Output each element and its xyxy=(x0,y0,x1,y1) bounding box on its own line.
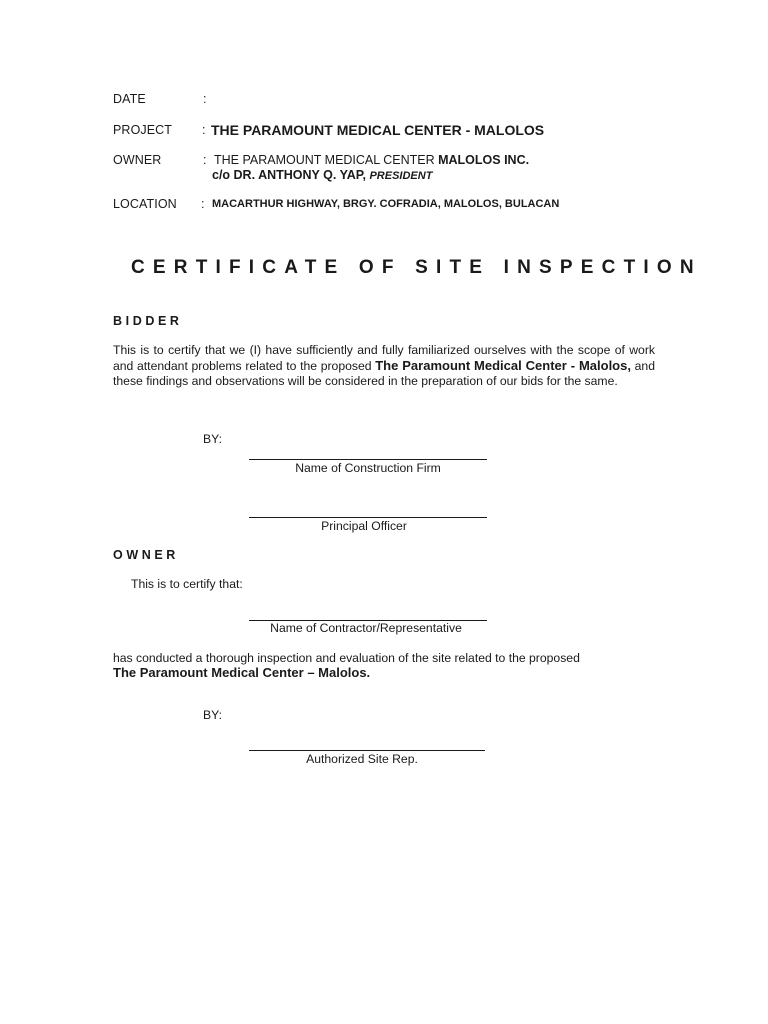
project-name: THE PARAMOUNT MEDICAL CENTER - MALOLOS xyxy=(211,122,545,138)
contractor-caption: Name of Contractor/Representative xyxy=(270,621,462,635)
location-label: LOCATION xyxy=(113,197,177,211)
owner-by-label: BY: xyxy=(203,708,222,722)
date-label: DATE xyxy=(113,92,146,106)
owner-project-name: The Paramount Medical Center – Malolos. xyxy=(113,665,371,680)
project-colon: : xyxy=(202,123,206,137)
bidder-by-label: BY: xyxy=(203,432,222,446)
principal-officer-signature-line xyxy=(249,517,487,518)
owner-heading: OWNER xyxy=(113,548,179,562)
bidder-para-text-2: and these findings and observations will be considered in the preparation of our bids for the same. xyxy=(113,359,655,388)
owner-conducted-text: has conducted a thorough inspection and evaluation of the site related to the proposed xyxy=(113,651,580,665)
project-label: PROJECT xyxy=(113,123,173,137)
authorized-rep-caption: Authorized Site Rep. xyxy=(306,752,418,766)
location-colon: : xyxy=(201,197,205,211)
date-colon: : xyxy=(203,92,207,106)
principal-officer-caption: Principal Officer xyxy=(321,519,407,533)
authorized-rep-signature-line xyxy=(249,750,485,751)
construction-firm-caption: Name of Construction Firm xyxy=(295,461,441,475)
owner-care-of xyxy=(212,168,432,182)
bidder-para-text-1: This is to certify that we (I) have sufficiently and fully familiarized ourselves with the scope of work and attendant problems related to the proposed xyxy=(113,343,655,373)
bidder-certification-paragraph xyxy=(113,343,655,389)
owner-name-bold: MALOLOS INC. xyxy=(438,153,530,167)
document-title: CERTIFICATE OF SITE INSPECTION xyxy=(131,257,702,278)
bidder-heading: BIDDER xyxy=(113,314,183,328)
owner-certify-text: This is to certify that: xyxy=(131,577,243,591)
bidder-para-project: The Paramount Medical Center - Malolos, xyxy=(375,358,631,373)
owner-contact-name: c/o DR. ANTHONY Q. YAP, xyxy=(212,168,366,182)
owner-value xyxy=(214,153,529,167)
owner-name: THE PARAMOUNT MEDICAL CENTER xyxy=(214,153,435,167)
owner-contact-title: PRESIDENT xyxy=(369,170,433,182)
owner-colon: : xyxy=(203,153,207,167)
construction-firm-signature-line xyxy=(249,459,487,460)
owner-label: OWNER xyxy=(113,153,162,167)
location-value: MACARTHUR HIGHWAY, BRGY. COFRADIA, MALOLOS, BULACAN xyxy=(212,198,560,210)
